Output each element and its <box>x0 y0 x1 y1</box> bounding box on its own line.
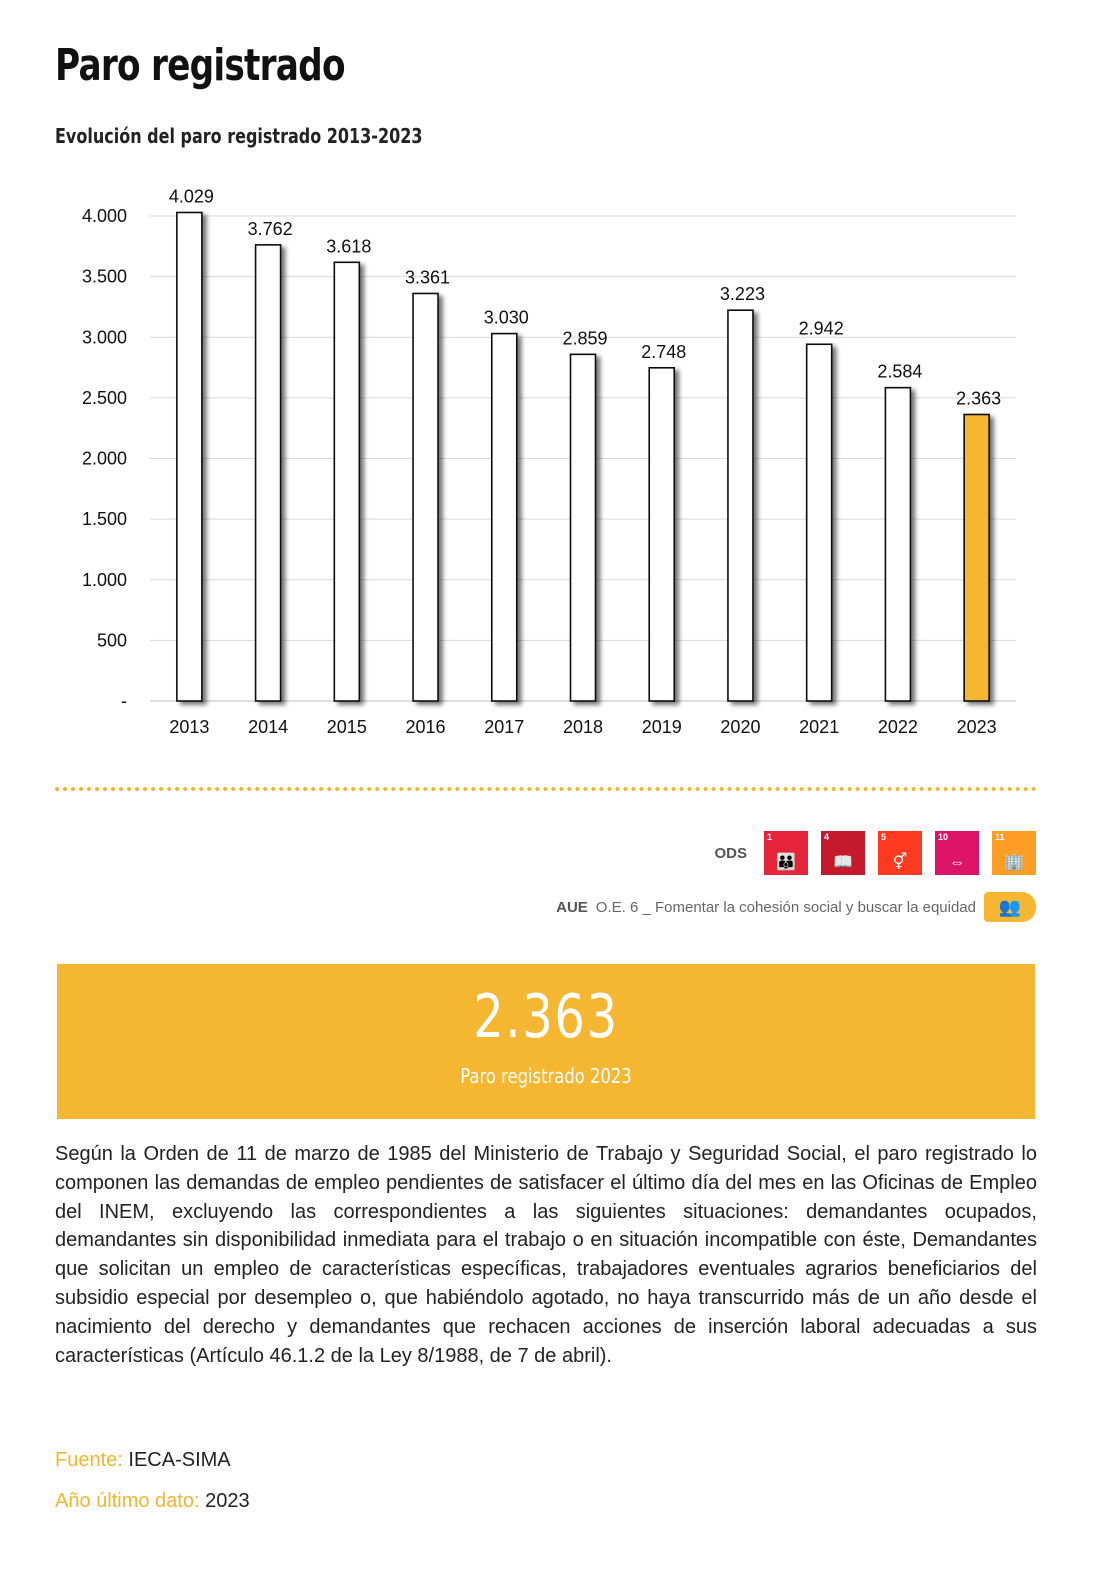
ods-tile-number: 4 <box>824 832 830 842</box>
y-tick-label: 1.000 <box>81 569 127 590</box>
x-tick-label-2019: 2019 <box>641 717 682 737</box>
y-tick-label: 1.500 <box>81 509 127 530</box>
bar-chart <box>0 170 1104 750</box>
bar-2015 <box>334 262 359 701</box>
x-tick-label-2013: 2013 <box>169 717 210 737</box>
bar-2017 <box>492 334 517 701</box>
data-label-2015: 3.618 <box>326 236 372 257</box>
y-tick-label: - <box>121 691 127 711</box>
ods-tile-number: 11 <box>995 832 1005 842</box>
data-label-2023: 2.363 <box>956 388 1002 409</box>
data-label-2017: 3.030 <box>483 307 529 328</box>
y-tick-label: 4.000 <box>81 206 127 226</box>
family-icon: 👪 <box>776 854 796 871</box>
kpi-value: 2.363 <box>473 982 619 1052</box>
x-tick-label-2018: 2018 <box>562 717 604 737</box>
bar-2022 <box>885 388 910 701</box>
ods-label: ODS <box>714 844 747 862</box>
ods-tile-4[interactable] <box>821 831 865 875</box>
aue-row <box>556 891 1036 923</box>
data-label-2019: 2.748 <box>641 341 687 362</box>
ods-tile-number: 5 <box>881 832 887 842</box>
description: Según la Orden de 11 de marzo de 1985 del Ministerio de Trabajo y Seguridad Social, el paro registrado lo componen las demandas de empleo pendientes de satisfacer el último día del mes en las Oficinas de Empleo del INEM, excluyendo las correspondientes a las siguientes situaciones: demandantes ocupados, demandantes sin disponibilidad inmediata para el trabajo o en situación incompatible con éste, Demandantes que solicitan un empleo de características específicas, trabajadores eventuales agrarios beneficiarios del subsidio especial por desempleo o, que habiéndolo agotado, no haya transcurrido más de un año desde el nacimiento del derecho y demandantes que rechacen acciones de inserción laboral adecuadas a sus características (Artículo 46.1.2 de la Ley 8/1988, de 7 de abril). <box>55 1143 1037 1367</box>
last-data-line <box>55 1490 250 1513</box>
ods-tile-10[interactable] <box>935 831 979 875</box>
bar-2019 <box>649 368 674 701</box>
aue-label: AUE <box>556 898 588 916</box>
y-tick-label: 2.000 <box>81 448 127 469</box>
ods-tile-1[interactable] <box>764 831 808 875</box>
bar-2014 <box>256 245 281 701</box>
x-tick-label-2017: 2017 <box>484 717 525 737</box>
last-data-label: Año último dato: <box>55 1490 200 1512</box>
x-tick-label-2022: 2022 <box>877 717 918 737</box>
aue-badge[interactable] <box>984 892 1036 922</box>
y-tick-label: 3.500 <box>81 266 127 287</box>
bar-2018 <box>571 354 596 701</box>
x-tick-label-2020: 2020 <box>720 717 761 737</box>
x-tick-label-2014: 2014 <box>248 717 289 737</box>
kpi-box <box>57 964 1035 1119</box>
ods-tile-number: 10 <box>938 832 949 842</box>
y-tick-label: 2.500 <box>81 387 127 408</box>
kpi-caption: Paro registrado 2023 <box>460 1064 632 1088</box>
data-label-2018: 2.859 <box>562 328 608 349</box>
aue-objective: O.E. 6 _ Fomentar la cohesión social y buscar la equidad <box>595 898 976 916</box>
chart-subtitle: Evolución del paro registrado 2013-2023 <box>55 124 423 148</box>
last-data-value: 2023 <box>205 1490 250 1512</box>
book-icon: 📖 <box>833 854 853 871</box>
y-tick-label: 3.000 <box>81 327 127 348</box>
ods-tile-11[interactable] <box>992 831 1036 875</box>
bar-2023 <box>964 414 989 701</box>
x-tick-label-2016: 2016 <box>405 717 446 737</box>
data-label-2020: 3.223 <box>719 284 765 305</box>
equality-icon: ⇔ <box>949 854 965 871</box>
ods-tile-5[interactable] <box>878 831 922 875</box>
data-label-2022: 2.584 <box>877 361 923 382</box>
y-tick-label: 500 <box>96 630 127 651</box>
gender-icon: ⚥ <box>892 854 908 871</box>
x-tick-label-2023: 2023 <box>956 717 997 737</box>
ods-tile-number: 1 <box>767 832 773 842</box>
source-line <box>55 1449 231 1472</box>
people-icon: 👥 <box>998 896 1022 917</box>
bar-2016 <box>413 293 438 701</box>
bar-2021 <box>807 344 832 701</box>
dotted-divider <box>55 787 1037 791</box>
page-title: Paro registrado <box>55 40 345 91</box>
ods-row <box>714 831 1036 875</box>
data-label-2013: 4.029 <box>168 186 214 207</box>
city-icon: 🏢 <box>1004 854 1024 871</box>
bar-2020 <box>728 310 753 701</box>
bar-2013 <box>177 212 202 701</box>
source-value: IECA-SIMA <box>128 1449 231 1471</box>
x-tick-label-2015: 2015 <box>326 717 367 737</box>
x-tick-label-2021: 2021 <box>799 717 840 737</box>
source-label: Fuente: <box>55 1449 123 1471</box>
data-label-2021: 2.942 <box>798 318 844 339</box>
data-label-2014: 3.762 <box>247 218 293 239</box>
data-label-2016: 3.361 <box>405 267 451 288</box>
